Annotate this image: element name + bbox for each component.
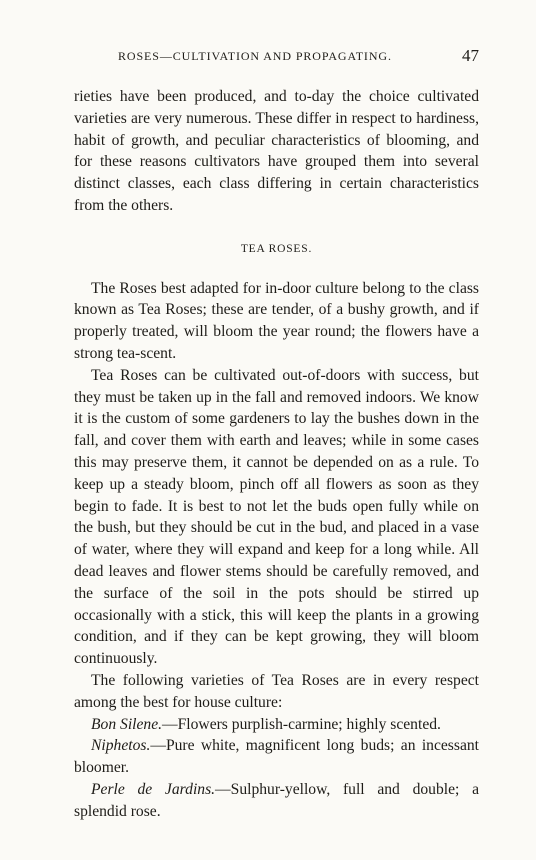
paragraph: The Roses best adapted for in-door culture belong to the class known as Tea Roses; these are tender, of a bushy growth, and if properly treated, will bloom the year round; the flowers have a strong tea-scent. [74, 279, 479, 362]
variety-entry [74, 714, 479, 736]
variety-description: —Pure white, magnificent long buds; an incessant bloomer. [74, 737, 479, 777]
section-title: TEA ROSES. [240, 242, 313, 255]
variety-name: Niphetos. [91, 737, 151, 755]
page-number: 47 [462, 46, 479, 65]
page-body [74, 86, 479, 823]
variety-entry [74, 779, 479, 823]
paragraph: Tea Roses can be cultivated out-of-doors with success, but they must be taken up in the fall and removed indoors. We know it is the custom of some gardeners to lay the bushes down in the fall, and cover them with earth and leaves; while in some cases this may preserve them, it cannot be depended on as a rule. To keep up a steady bloom, pinch off all flowers as soon as they begin to fade. It is best to not let the buds open fully while on the bush, but they should be cut in the bud, and placed in a vase of water, where they will expand and keep for a long while. All dead leaves and flower stems should be carefully removed, and the surface of the soil in the pots should be stirred up occasionally with a stick, this will keep the plants in a growing condition, and if they can be kept growing, they will bloom continuously. [74, 366, 479, 668]
paragraph: The following varieties of Tea Roses are in every respect among the best for house culture: [74, 671, 479, 711]
variety-entry [74, 735, 479, 779]
variety-name: Perle de Jardins. [91, 780, 216, 798]
variety-description: —Sulphur-yellow, full and double; a splendid rose. [74, 780, 479, 820]
page-header [74, 46, 479, 68]
running-head: ROSES—CULTIVATION AND PROPAGATING. [118, 49, 392, 63]
intro-paragraph: rieties have been produced, and to-day the choice cultivated varieties are very numerous. These differ in respect to hardiness, habit of growth, and peculiar characteristics of blooming, and for these reasons cultivators have grouped them into several distinct classes, each class differing in certain characteristics from the others. [74, 88, 479, 214]
variety-name: Bon Silene. [91, 715, 163, 733]
variety-description: —Flowers purplish-carmine; highly scented. [162, 715, 441, 733]
